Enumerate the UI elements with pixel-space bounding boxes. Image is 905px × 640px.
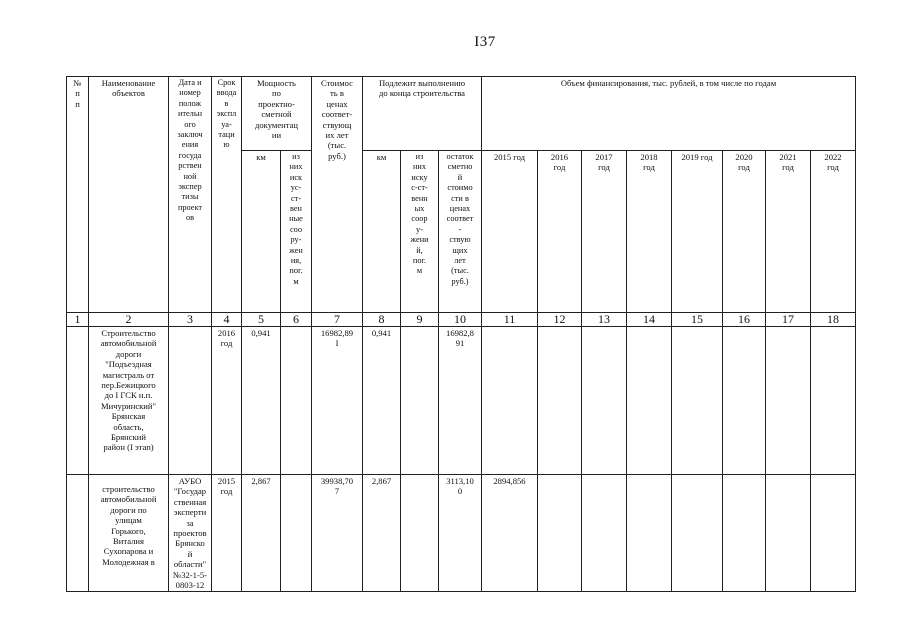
text-line: ого [184,119,196,129]
text-line: ценах [326,98,348,109]
text-line: магистраль от [102,369,155,380]
header-remaining-cost [439,151,482,313]
cell-year-2018 [627,475,672,592]
text-line: уа- [221,119,232,129]
text-line: 0,941 [371,328,392,338]
header-structures-remaining [401,151,439,313]
text-line: год [643,162,655,173]
header-year-2020 [723,151,766,313]
cell-year-2016 [538,327,582,475]
text-line: ценах [449,204,471,214]
cell-year-2018 [627,327,672,475]
text-line: экспер [178,182,202,192]
header-year-2018 [627,151,672,313]
cell-year-2019 [672,475,723,592]
column-number: 6 [281,313,312,327]
text-line: строительство [102,484,155,494]
header-year-2017 [582,151,627,313]
text-line: ых [414,204,425,214]
text-line: I [335,338,339,349]
text-line: проектно- [258,98,295,109]
text-line: ительн [177,109,203,119]
text-line: таци [218,130,235,140]
text-line: рствен [178,161,202,171]
text-line: год [738,162,750,173]
cell-remaining-cost [439,327,482,475]
column-number: 1 [67,313,89,327]
cell-cost [312,475,363,592]
cell-number [67,327,89,475]
text-line: сметно [447,162,473,172]
cell-commissioning-term [212,475,242,592]
text-line: остаток [446,152,474,161]
header-capacity [242,77,312,151]
text-line: в [224,98,229,108]
cell-object-name [89,327,169,475]
text-line: "Подъездная [105,359,152,370]
column-number: 12 [538,313,582,327]
cell-structures-remaining [401,475,439,592]
text-line: до конца строительства [379,88,465,99]
text-line: полож [178,98,202,108]
table-row [67,327,856,475]
text-line: ввода [216,88,237,98]
text-line: автомобильной [100,338,157,349]
text-line: лет [454,256,466,266]
text-line: дороги по [110,504,147,515]
cell-year-2015 [482,475,538,592]
cell-year-2021 [766,327,811,475]
cell-year-2021 [766,475,811,592]
text-line: 91 [455,338,465,349]
text-line: 7 [334,486,340,497]
text-line: проектов [173,528,207,539]
text-line: год [598,162,610,173]
cell-structures-remaining [401,327,439,475]
cell-object-name [89,475,169,592]
column-numbers-row [67,313,856,327]
text-line: щих [452,245,468,255]
text-line: соответ- [321,109,353,120]
cell-expertise [169,475,212,592]
header-km-remaining: км [363,151,401,313]
column-number: 14 [627,313,672,327]
text-line: Строительство [101,328,156,338]
text-line: ов [185,213,195,223]
text-line: ения [181,140,199,150]
text-line: ия, [290,256,302,266]
text-line: Мощность [257,78,296,88]
text-line: "Государ [173,486,207,497]
cell-year-2020 [723,327,766,475]
text-line: венн [411,193,428,203]
text-line: жен [289,245,303,255]
text-line: АУБО [178,476,202,486]
cell-remaining-cost [439,475,482,592]
text-line: Наименование [101,78,156,88]
column-number: 7 [312,313,363,327]
text-line: из [415,152,424,161]
text-line: ии [271,130,282,141]
cell-year-2017 [582,327,627,475]
text-line: год [220,486,233,497]
text-line: них [412,162,427,172]
text-line: й [187,548,193,559]
text-line: проект [177,202,203,212]
text-line: сметной [261,109,292,120]
cell-year-2019 [672,327,723,475]
text-line: соо [290,224,302,234]
text-line: дороги [115,348,142,359]
text-line: Стоимос [321,78,353,88]
header-expertise [169,77,212,313]
text-line: 2018 [640,152,658,162]
text-line: ст- [290,193,302,203]
text-line: - [458,224,462,234]
text-line: у- [416,224,423,234]
text-line: й [457,172,463,182]
text-line: них [289,162,303,172]
text-line: Брянско [175,538,205,549]
text-line: (тыс. [451,266,469,276]
text-line: Брянский [111,432,146,443]
text-line: сти в [451,193,469,203]
text-line: из [292,152,300,161]
text-line: стоимо [447,183,473,193]
text-line: ной [183,171,197,181]
text-line: Мичуринский" [100,400,157,411]
text-line: Срок [217,78,236,87]
text-line: п [75,98,80,109]
text-line: вен [290,204,302,214]
text-line: район (I этап) [103,442,154,453]
text-line: 16982,89 [320,328,354,338]
text-line: по [272,88,281,99]
cell-structures [281,327,312,475]
text-line: экспл [216,109,237,119]
text-line: 3113,10 [446,476,474,486]
text-line: до I ГСК н.п. [104,390,153,401]
cell-km [242,475,281,592]
cell-cost [312,327,363,475]
text-line: год [827,162,839,173]
header-commissioning-term [212,77,242,313]
text-line: их лет [325,130,349,141]
text-line: госуда [178,150,202,160]
text-line: год [220,338,233,349]
text-line: жени [410,235,429,245]
column-number: 4 [212,313,242,327]
column-number: 10 [439,313,482,327]
financing-table [66,76,856,592]
header-year-2015 [482,151,538,313]
text-line: ус- [290,183,302,193]
text-line: тизы [181,192,199,202]
header-year-2022 [811,151,856,313]
column-number: 16 [723,313,766,327]
column-number: 17 [766,313,811,327]
text-line: 39938,70 [320,476,354,486]
text-line: ру- [290,235,302,245]
text-line: 2016 [217,328,236,338]
text-line: ственная [173,496,207,507]
text-line: 0803-12 [175,580,205,591]
text-line: заключ [177,130,203,140]
header-year-2021 [766,151,811,313]
header-km: км [242,151,281,313]
cell-km-remaining [363,475,401,592]
text-line: №32-1-5- [173,569,207,580]
header-remaining-work [363,77,482,151]
text-line: области" [173,559,207,570]
cell-year-2015 [482,327,538,475]
text-line: документац [254,119,299,130]
column-number: 9 [401,313,439,327]
cell-number [67,475,89,592]
text-line: руб.) [451,276,469,286]
text-line: 2015 год [493,152,526,162]
text-line: соответ [446,214,474,224]
text-line: Виталия [113,536,144,547]
column-number: 8 [363,313,401,327]
text-line: 0 [457,486,463,497]
text-line: 2,867 [371,476,392,486]
column-number: 13 [582,313,627,327]
text-line: Горького, [111,525,146,536]
cell-year-2016 [538,475,582,592]
text-line: с-ст- [411,183,428,193]
text-line: Сухопарова и [103,546,154,557]
text-line: 2017 [595,152,613,162]
text-line: соор [411,214,428,224]
text-line: ю [223,140,230,150]
page-number: I37 [474,34,496,50]
text-line: 2020 [735,152,753,162]
header-cost [312,77,363,313]
cell-km [242,327,281,475]
text-line: № [73,78,82,88]
text-line: ные [289,214,303,224]
text-line: й, [416,245,423,255]
header-number [67,77,89,313]
text-line: м [416,266,423,276]
text-line: 2019 год [681,152,713,162]
cell-year-2022 [811,475,856,592]
text-line: иск [289,172,303,182]
column-number: 3 [169,313,212,327]
text-line: иску [411,172,428,182]
text-line: улицам [115,515,142,526]
header-year-2019 [672,151,723,313]
header-year-2016 [538,151,582,313]
text-line: 2015 [217,476,236,486]
text-line: ть в [330,88,344,99]
text-line: п [75,88,80,99]
column-number: 5 [242,313,281,327]
cell-structures [281,475,312,592]
header-financing: Объем финансирования, тыс. рублей, в том числе по годам [482,77,856,151]
text-line: 0,941 [251,328,271,338]
text-line: номер [179,88,201,98]
text-line: ствую [449,235,471,245]
text-line: 2021 [779,152,797,162]
text-line: (тыс. [327,140,347,151]
cell-year-2020 [723,475,766,592]
column-number: 18 [811,313,856,327]
header-row-top [67,77,856,151]
cell-year-2022 [811,327,856,475]
text-line: руб.) [328,150,346,161]
table-row [67,475,856,592]
text-line: 2016 [550,152,569,162]
cell-expertise [169,327,212,475]
text-line: область, [113,421,144,432]
header-object-name [89,77,169,313]
cell-year-2017 [582,475,627,592]
text-line: м [293,276,299,286]
text-line: ствующ [322,119,352,130]
text-line: Подлежит выполнению [378,78,466,88]
column-number: 2 [89,313,169,327]
text-line: год [782,162,794,173]
text-line: пог. [289,266,303,276]
text-line: Молодежная в [102,556,155,567]
header-structures [281,151,312,313]
text-line: 2894,856 [493,476,526,486]
text-line: за [186,517,194,528]
cell-commissioning-term [212,327,242,475]
text-line: Брянская [111,411,146,422]
text-line: год [553,162,566,173]
column-number: 11 [482,313,538,327]
text-line: пог. [412,256,427,266]
text-line: 2,867 [251,476,271,486]
text-line: эксперти [173,507,207,518]
column-number: 15 [672,313,723,327]
cell-km-remaining [363,327,401,475]
text-line: объектов [112,88,145,99]
text-line: автомобильной [100,494,157,505]
text-line: 2022 [824,152,842,162]
text-line: пер.Бежицкого [101,380,156,391]
text-line: 16982,8 [446,328,474,338]
text-line: Дата и [178,78,202,87]
